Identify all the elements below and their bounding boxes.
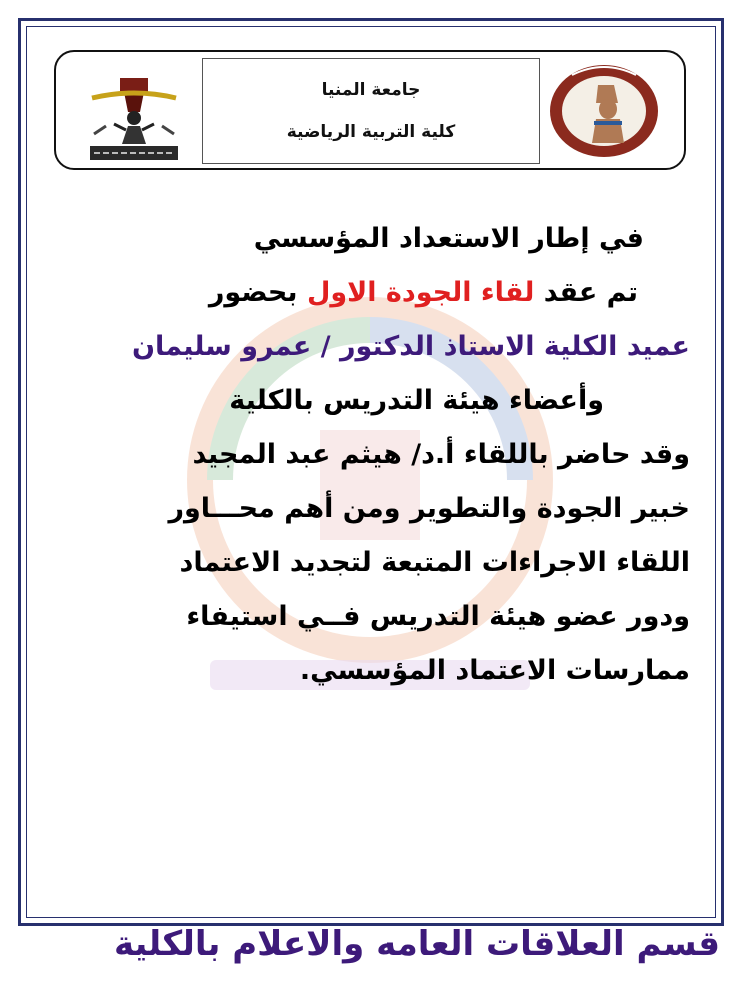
text-line-9: ممارسات الاعتماد المؤسسي. bbox=[299, 655, 690, 686]
faculty-name: كلية التربية الرياضية bbox=[286, 122, 456, 142]
header-title-box bbox=[202, 58, 540, 164]
text-line-3-dean: عميد الكلية الاستاذ الدكتور / عمرو سليمان bbox=[131, 331, 690, 362]
university-name: جامعة المنيا bbox=[321, 80, 421, 100]
faculty-logo bbox=[84, 74, 184, 162]
text-line-6: خبير الجودة والتطوير ومن أهم محـــاور bbox=[168, 493, 690, 524]
announcement-text bbox=[60, 212, 690, 698]
text-line-7: اللقاء الاجراءات المتبعة لتجديد الاعتماد bbox=[179, 547, 690, 578]
text-line-2-suffix: بحضور bbox=[208, 277, 307, 308]
quality-meeting-highlight: لقاء الجودة الاول bbox=[306, 277, 535, 308]
footer-department: قسم العلاقات العامه والاعلام بالكلية bbox=[113, 924, 720, 964]
text-line-5: وقد حاضر باللقاء أ.د/ هيثم عبد المجيد bbox=[192, 439, 690, 470]
text-line-1: في إطار الاستعداد المؤسسي bbox=[253, 223, 644, 254]
text-line-2 bbox=[60, 266, 690, 320]
text-line-8: ودور عضو هيئة التدريس فــي استيفاء bbox=[186, 601, 690, 632]
athletes-emblem-icon bbox=[92, 78, 176, 144]
text-line-2-prefix: تم عقد bbox=[534, 277, 638, 308]
text-line-4: وأعضاء هيئة التدريس بالكلية bbox=[229, 385, 604, 416]
university-logo bbox=[546, 63, 662, 160]
